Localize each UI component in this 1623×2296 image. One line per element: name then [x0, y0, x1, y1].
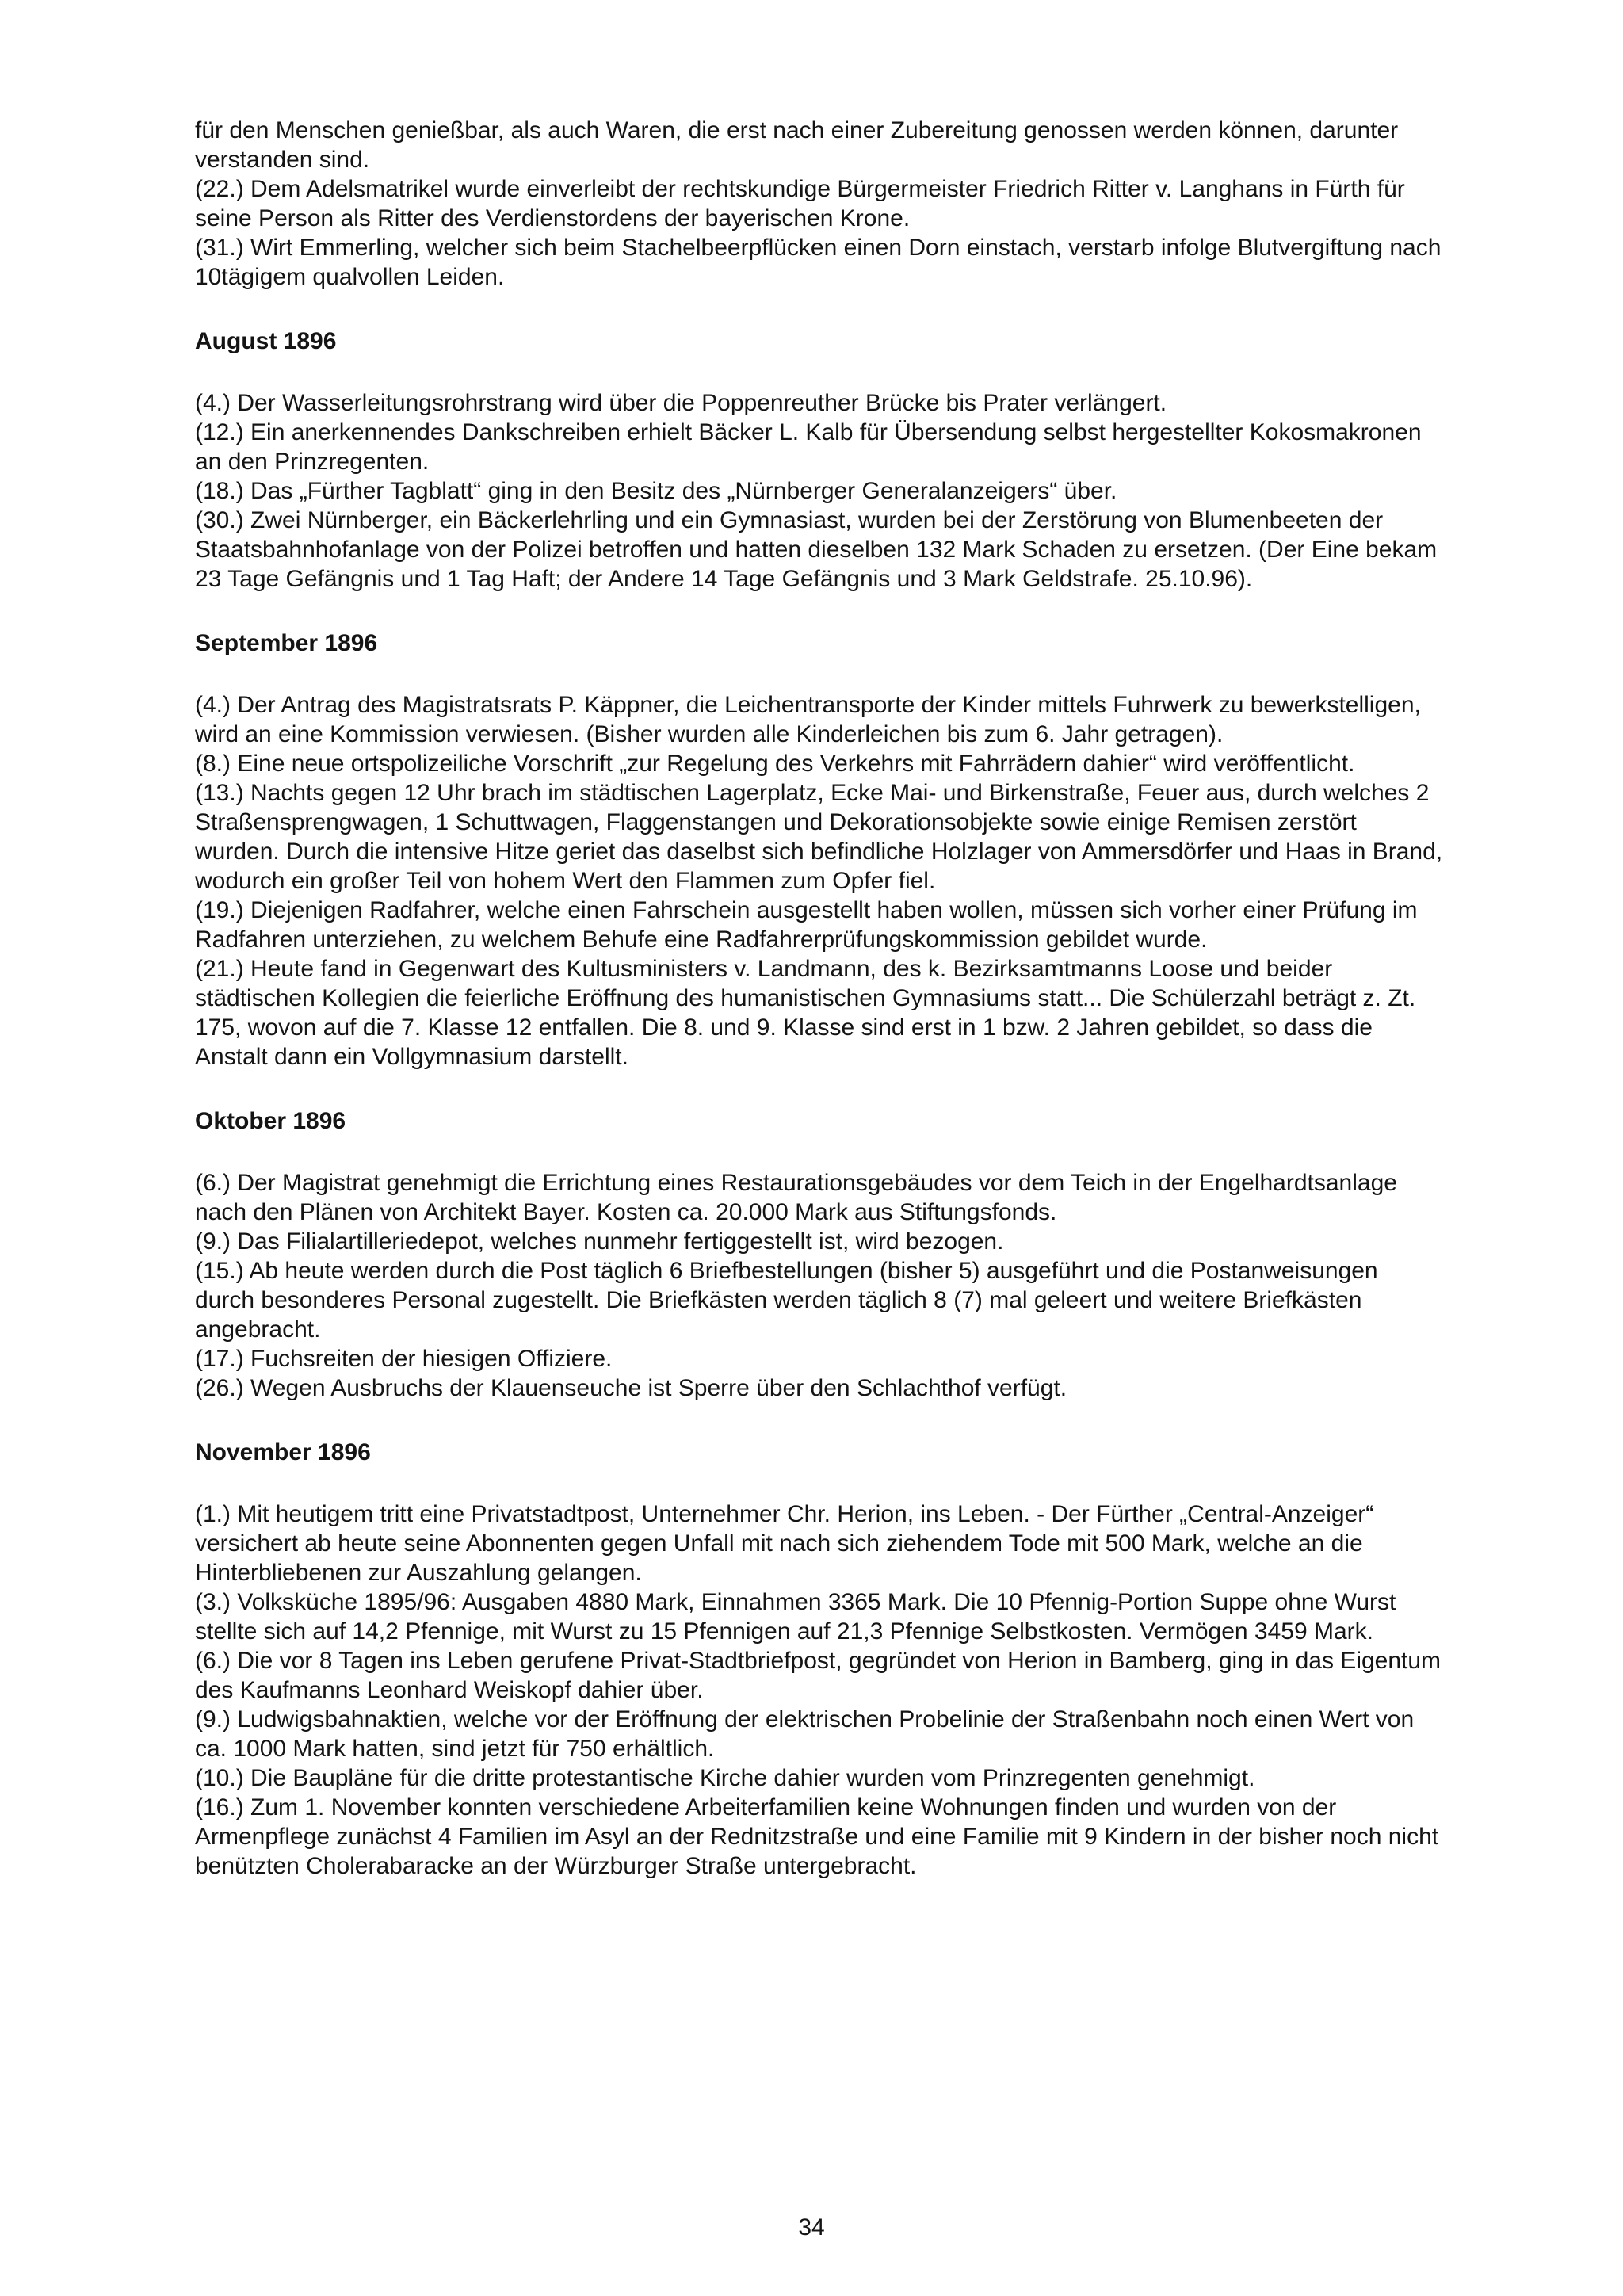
- chronicle-entry: für den Menschen genießbar, als auch Waren, die erst nach einer Zubereitung genossen werden können, darunter verstanden sind.: [195, 117, 1399, 173]
- chronicle-entry: (9.) Das Filialartilleriedepot, welches nunmehr fertiggestellt ist, wird bezogen.: [195, 1228, 1004, 1255]
- section-heading: November 1896: [195, 1439, 371, 1465]
- chronicle-entry: (26.) Wegen Ausbruchs der Klauenseuche ist Sperre über den Schlachthof verfügt.: [195, 1375, 1067, 1401]
- chronicle-entry: (4.) Der Antrag des Magistratsrats P. Käppner, die Leichentransporte der Kinder mittels Fuhrwerk zu bewerkstelligen, wird an eine Kommission verwiesen. (Bisher wurden alle Kinderleichen bis zum 6. Jahr getragen).: [195, 692, 1421, 747]
- chronicle-entry: (6.) Die vor 8 Tagen ins Leben gerufene Privat-Stadtbriefpost, gegründet von Herion in Bamberg, ging in das Eigentum des Kaufmanns Leonhard Weiskopf dahier über.: [195, 1648, 1442, 1703]
- chronicle-entry: (16.) Zum 1. November konnten verschiedene Arbeiterfamilien keine Wohnungen finden und wurden von der Armenpflege zunächst 4 Familien im Asyl an der Rednitzstraße und eine Familie mit 9 Kindern in der bisher noch nicht benützten Cholerabaracke an der Würzburger Straße untergebracht.: [195, 1794, 1439, 1879]
- chronicle-entry: (9.) Ludwigsbahnaktien, welche vor der Eröffnung der elektrischen Probelinie der Straßenbahn noch einen Wert von ca. 1000 Mark hatten, sind jetzt für 750 erhältlich.: [195, 1706, 1415, 1762]
- chronicle-entry: (21.) Heute fand in Gegenwart des Kultusministers v. Landmann, des k. Bezirksamtmanns Loose und beider städtischen Kollegien die feierliche Eröffnung des humanistischen Gymnasiums statt... Die Schülerzahl beträgt z. Zt. 175, wovon auf die 7. Klasse 12 entfallen. Die 8. und 9. Klasse sind erst in 1 bzw. 2 Jahren gebildet, so dass die Anstalt dann ein Vollgymnasium darstellt.: [195, 956, 1416, 1070]
- chronicle-entry: (17.) Fuchsreiten der hiesigen Offiziere.: [195, 1346, 613, 1372]
- chronicle-entry: (3.) Volksküche 1895/96: Ausgaben 4880 Mark, Einnahmen 3365 Mark. Die 10 Pfennig-Portion Suppe ohne Wurst stellte sich auf 14,2 Pfennige, mit Wurst zu 15 Pfennigen auf 21,3 Pfennige Selbstkosten. Vermögen 3459 Mark.: [195, 1589, 1396, 1645]
- chronicle-entry: (13.) Nachts gegen 12 Uhr brach im städtischen Lagerplatz, Ecke Mai- und Birkenstraße, Feuer aus, durch welches 2 Straßensprengwagen, 1 Schuttwagen, Flaggenstangen und Dekorationsobjekte sowie einige Remisen zerstört wurden. Durch die intensive Hitze geriet das daselbst sich befindliche Holzlager von Ammersdörfer und Haas in Brand, wodurch ein großer Teil von hohem Wert den Flammen zum Opfer fiel.: [195, 780, 1443, 894]
- section-heading: Oktober 1896: [195, 1108, 346, 1134]
- chronicle-entry: (10.) Die Baupläne für die dritte protestantische Kirche dahier wurden vom Prinzregenten genehmigt.: [195, 1765, 1255, 1791]
- chronicle-entry: (31.) Wirt Emmerling, welcher sich beim Stachelbeerpflücken einen Dorn einstach, verstarb infolge Blutvergiftung nach 10tägigem qualvollen Leiden.: [195, 235, 1442, 290]
- section-heading: August 1896: [195, 328, 337, 354]
- document-content: [195, 116, 1443, 1881]
- section-heading: September 1896: [195, 630, 378, 656]
- chronicle-entry: (1.) Mit heutigem tritt eine Privatstadtpost, Unternehmer Chr. Herion, ins Leben. - Der Fürther „Central-Anzeiger“ versichert ab heute seine Abonnenten gegen Unfall mit nach sich ziehendem Tode mit 500 Mark, welche an die Hinterbliebenen zur Auszahlung gelangen.: [195, 1501, 1374, 1586]
- chronicle-entry: (19.) Diejenigen Radfahrer, welche einen Fahrschein ausgestellt haben wollen, müssen sich vorher einer Prüfung im Radfahren unterziehen, zu welchem Behufe eine Radfahrerprüfungskommission gebildet wurde.: [195, 897, 1418, 953]
- chronicle-entry: (8.) Eine neue ortspolizeiliche Vorschrift „zur Regelung des Verkehrs mit Fahrrädern dahier“ wird veröffentlicht.: [195, 751, 1355, 777]
- chronicle-entry: (12.) Ein anerkennendes Dankschreiben erhielt Bäcker L. Kalb für Übersendung selbst hergestellter Kokosmakronen an den Prinzregenten.: [195, 419, 1422, 475]
- chronicle-entry: (4.) Der Wasserleitungsrohrstrang wird über die Poppenreuther Brücke bis Prater verlängert.: [195, 390, 1167, 416]
- chronicle-entry: (18.) Das „Fürther Tagblatt“ ging in den Besitz des „Nürnberger Generalanzeigers“ über.: [195, 478, 1117, 504]
- page-number: 34: [798, 2214, 825, 2241]
- chronicle-entry: (30.) Zwei Nürnberger, ein Bäckerlehrling und ein Gymnasiast, wurden bei der Zerstörung von Blumenbeeten der Staatsbahnhofanlage von der Polizei betroffen und hatten dieselben 132 Mark Schaden zu ersetzen. (Der Eine bekam 23 Tage Gefängnis und 1 Tag Haft; der Andere 14 Tage Gefängnis und 3 Mark Geldstrafe. 25.10.96).: [195, 507, 1438, 592]
- chronicle-entry: (6.) Der Magistrat genehmigt die Errichtung eines Restaurationsgebäudes vor dem Teich in der Engelhardtsanlage nach den Plänen von Architekt Bayer. Kosten ca. 20.000 Mark aus Stiftungsfonds.: [195, 1170, 1397, 1225]
- chronicle-entry: (22.) Dem Adelsmatrikel wurde einverleibt der rechtskundige Bürgermeister Friedrich Ritter v. Langhans in Fürth für seine Person als Ritter des Verdienstordens der bayerischen Krone.: [195, 176, 1405, 231]
- chronicle-entry: (15.) Ab heute werden durch die Post täglich 6 Briefbestellungen (bisher 5) ausgeführt und die Postanweisungen durch besonderes Personal zugestellt. Die Briefkästen werden täglich 8 (7) mal geleert und weitere Briefkästen angebracht.: [195, 1258, 1378, 1343]
